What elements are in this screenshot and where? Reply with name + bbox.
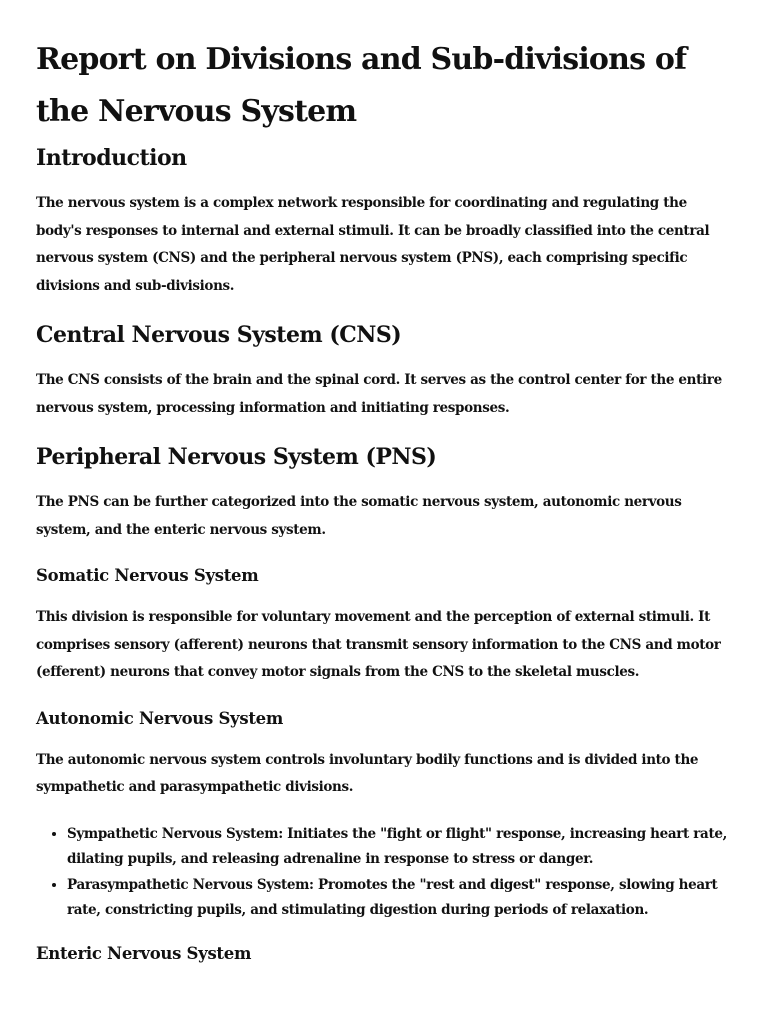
cns-heading: Central Nervous System (CNS) bbox=[36, 322, 402, 348]
pns-paragraph: The PNS can be further categorized into the somatic nervous system, autonomic nervous system, and the enteric nervous system. bbox=[36, 494, 682, 538]
autonomic-heading: Autonomic Nervous System bbox=[36, 708, 284, 728]
pns-heading: Peripheral Nervous System (PNS) bbox=[36, 444, 437, 470]
introduction-paragraph: The nervous system is a complex network responsible for coordinating and regulating the body's responses to internal and external stimuli. It can be broadly classified into the central nervous system (CNS) and the peripheral nervous system (PNS), each comprising specific divisions and sub-divisions. bbox=[36, 195, 710, 294]
page-title: Report on Divisions and Sub-divisions of the Nervous System bbox=[36, 42, 687, 129]
autonomic-divisions-list bbox=[36, 822, 732, 924]
list-item-parasympathetic: • Parasympathetic Nervous System: Promotes the "rest and digest" response, slowing heart rate, constricting pupils, and stimulating digestion during periods of relaxation. bbox=[67, 873, 732, 924]
cns-paragraph: The CNS consists of the brain and the spinal cord. It serves as the control center for the entire nervous system, processing information and initiating responses. bbox=[36, 372, 722, 416]
somatic-heading: Somatic Nervous System bbox=[36, 566, 259, 585]
somatic-paragraph: This division is responsible for voluntary movement and the perception of external stimuli. It comprises sensory (afferent) neurons that transmit sensory information to the CNS and motor (efferent) neurons that convey motor signals from the CNS to the skeletal muscles. bbox=[36, 609, 721, 680]
enteric-heading: Enteric Nervous System bbox=[36, 943, 252, 963]
list-item-sympathetic: • Sympathetic Nervous System: Initiates the "fight or flight" response, increasing heart rate, dilating pupils, and releasing adrenaline in response to stress or danger. bbox=[67, 822, 732, 873]
introduction-heading: Introduction bbox=[36, 145, 187, 171]
autonomic-paragraph: The autonomic nervous system controls involuntary bodily functions and is divided into the sympathetic and parasympathetic divisions. bbox=[36, 751, 699, 795]
